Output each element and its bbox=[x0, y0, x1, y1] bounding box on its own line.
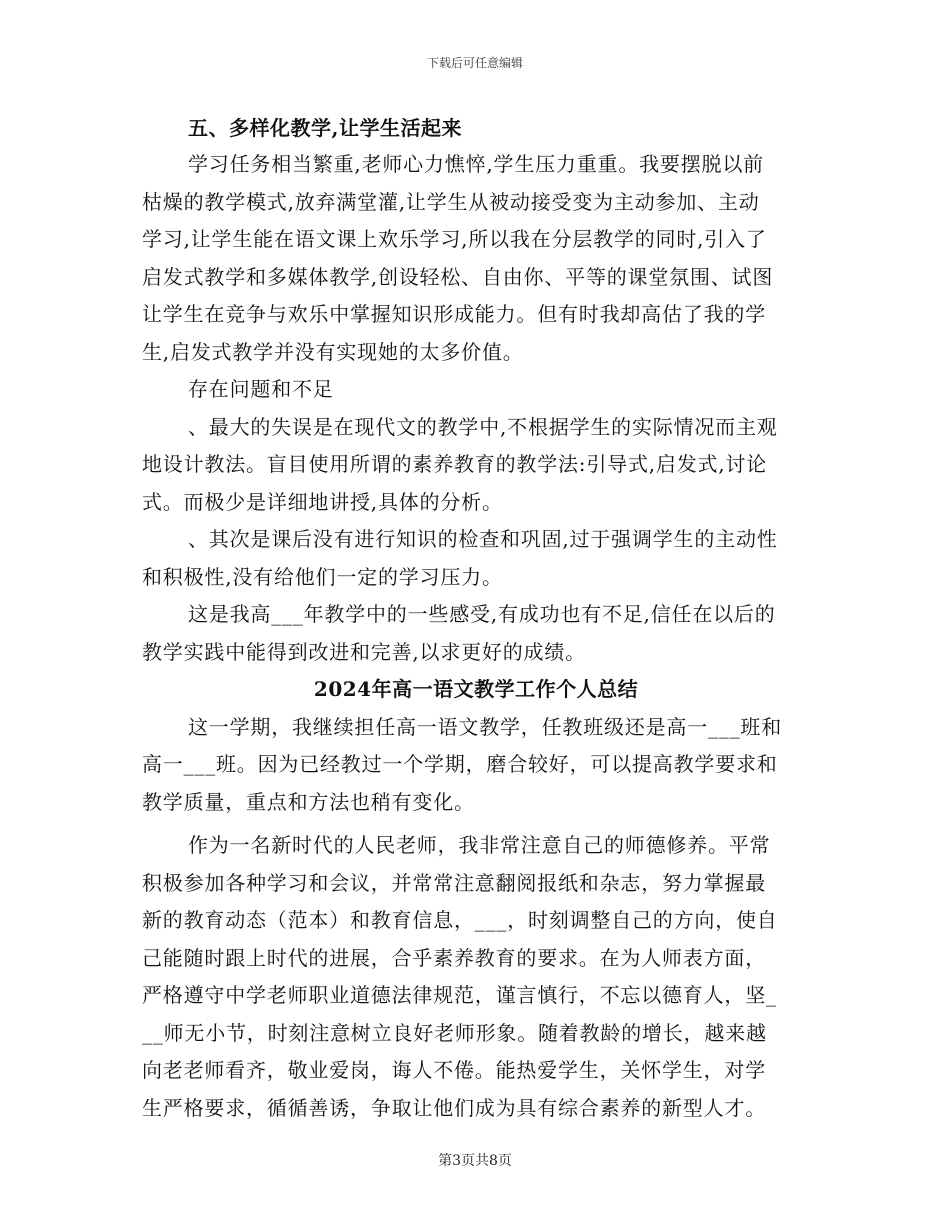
paragraph-line: 学习,让学生能在语文课上欢乐学习,所以我在分层教学的同时,引入了 bbox=[142, 227, 767, 251]
paragraph-line: 这一学期，我继续担任高一语文教学，任教班级还是高一___班和 bbox=[188, 714, 782, 739]
paragraph-line: 生严格要求，循循善诱，争取让他们成为具有综合素养的新型人才。 bbox=[142, 1095, 766, 1120]
section-heading: 五、多样化教学,让学生活起来 bbox=[188, 116, 462, 140]
summary-title: 2024年高一语文教学工作个人总结 bbox=[313, 677, 639, 701]
paragraph-line: 己能随时跟上时代的进展，合乎素养教育的要求。在为人师表方面， bbox=[142, 945, 766, 970]
paragraph-line: 枯燥的教学模式,放弃满堂灌,让学生从被动接受变为主动参加、主动 bbox=[142, 189, 760, 214]
closing-paragraph bbox=[142, 596, 810, 671]
problems-heading: 存在问题和不足 bbox=[188, 377, 334, 401]
paragraph-line: 向老老师看齐，敬业爱岗，诲人不倦。能热爱学生，关怀学生，对学 bbox=[142, 1058, 766, 1082]
paragraph-line: 学习任务相当繁重,老师心力憔悴,学生压力重重。我要摆脱以前 bbox=[188, 152, 764, 176]
problem-item-1 bbox=[142, 409, 810, 522]
paragraph-line: 新的教育动态（范本）和教育信息，___，时刻调整自己的方向，使自 bbox=[142, 908, 778, 932]
paragraph-line: 让学生在竞争与欢乐中掌握知识形成能力。但有时我却高估了我的学 bbox=[142, 302, 766, 326]
paragraph-line: 式。而极少是详细地讲授,具体的分析。 bbox=[142, 489, 503, 514]
paragraph-line: 地设计教法。盲目使用所谓的素养教育的教学法:引导式,启发式,讨论 bbox=[142, 452, 768, 476]
paragraph-line: 和积极性,没有给他们一定的学习压力。 bbox=[142, 564, 503, 589]
summary-paragraph-1 bbox=[142, 709, 810, 822]
summary-paragraph-2 bbox=[142, 827, 810, 1127]
paragraph-line: 严格遵守中学老师职业道德法律规范，谨言慎行，不忘以德育人，坚_ bbox=[142, 983, 777, 1007]
paragraph-line: 积极参加各种学习和会议，并常常注意翻阅报纸和杂志，努力掌握最 bbox=[142, 870, 766, 895]
document-body bbox=[142, 110, 810, 1127]
page-header-note: 下载后可任意编辑 bbox=[426, 56, 523, 70]
paragraph-line: 、最大的失误是在现代文的教学中,不根据学生的实际情况而主观 bbox=[188, 414, 778, 439]
problem-item-2 bbox=[142, 521, 810, 596]
paragraph-line: 生,启发式教学并没有实现她的太多价值。 bbox=[142, 339, 524, 364]
page-number: 第3页共8页 bbox=[438, 1153, 512, 1169]
paragraph-line: 启发式教学和多媒体教学,创设轻松、自由你、平等的课堂氛围、试图 bbox=[142, 264, 774, 289]
paragraph-line: 作为一名新时代的人民老师，我非常注意自己的师德修养。平常 bbox=[188, 833, 771, 857]
paragraph-line: __师无小节，时刻注意树立良好老师形象。随着教龄的增长，越来越 bbox=[142, 1020, 767, 1045]
problems-heading-block bbox=[142, 371, 810, 409]
paragraph-line: 教学质量，重点和方法也稍有变化。 bbox=[142, 789, 475, 814]
section5-paragraph bbox=[142, 146, 810, 371]
paragraph-line: 教学实践中能得到改进和完善,以求更好的成绩。 bbox=[142, 639, 586, 664]
paragraph-line: 这是我高___年教学中的一些感受,有成功也有不足,信任在以后的 bbox=[188, 602, 776, 626]
paragraph-line: 高一___班。因为已经教过一个学期，磨合较好，可以提高教学要求和 bbox=[142, 752, 778, 776]
paragraph-line: 、其次是课后没有进行知识的检查和巩固,过于强调学生的主动性 bbox=[188, 527, 778, 551]
